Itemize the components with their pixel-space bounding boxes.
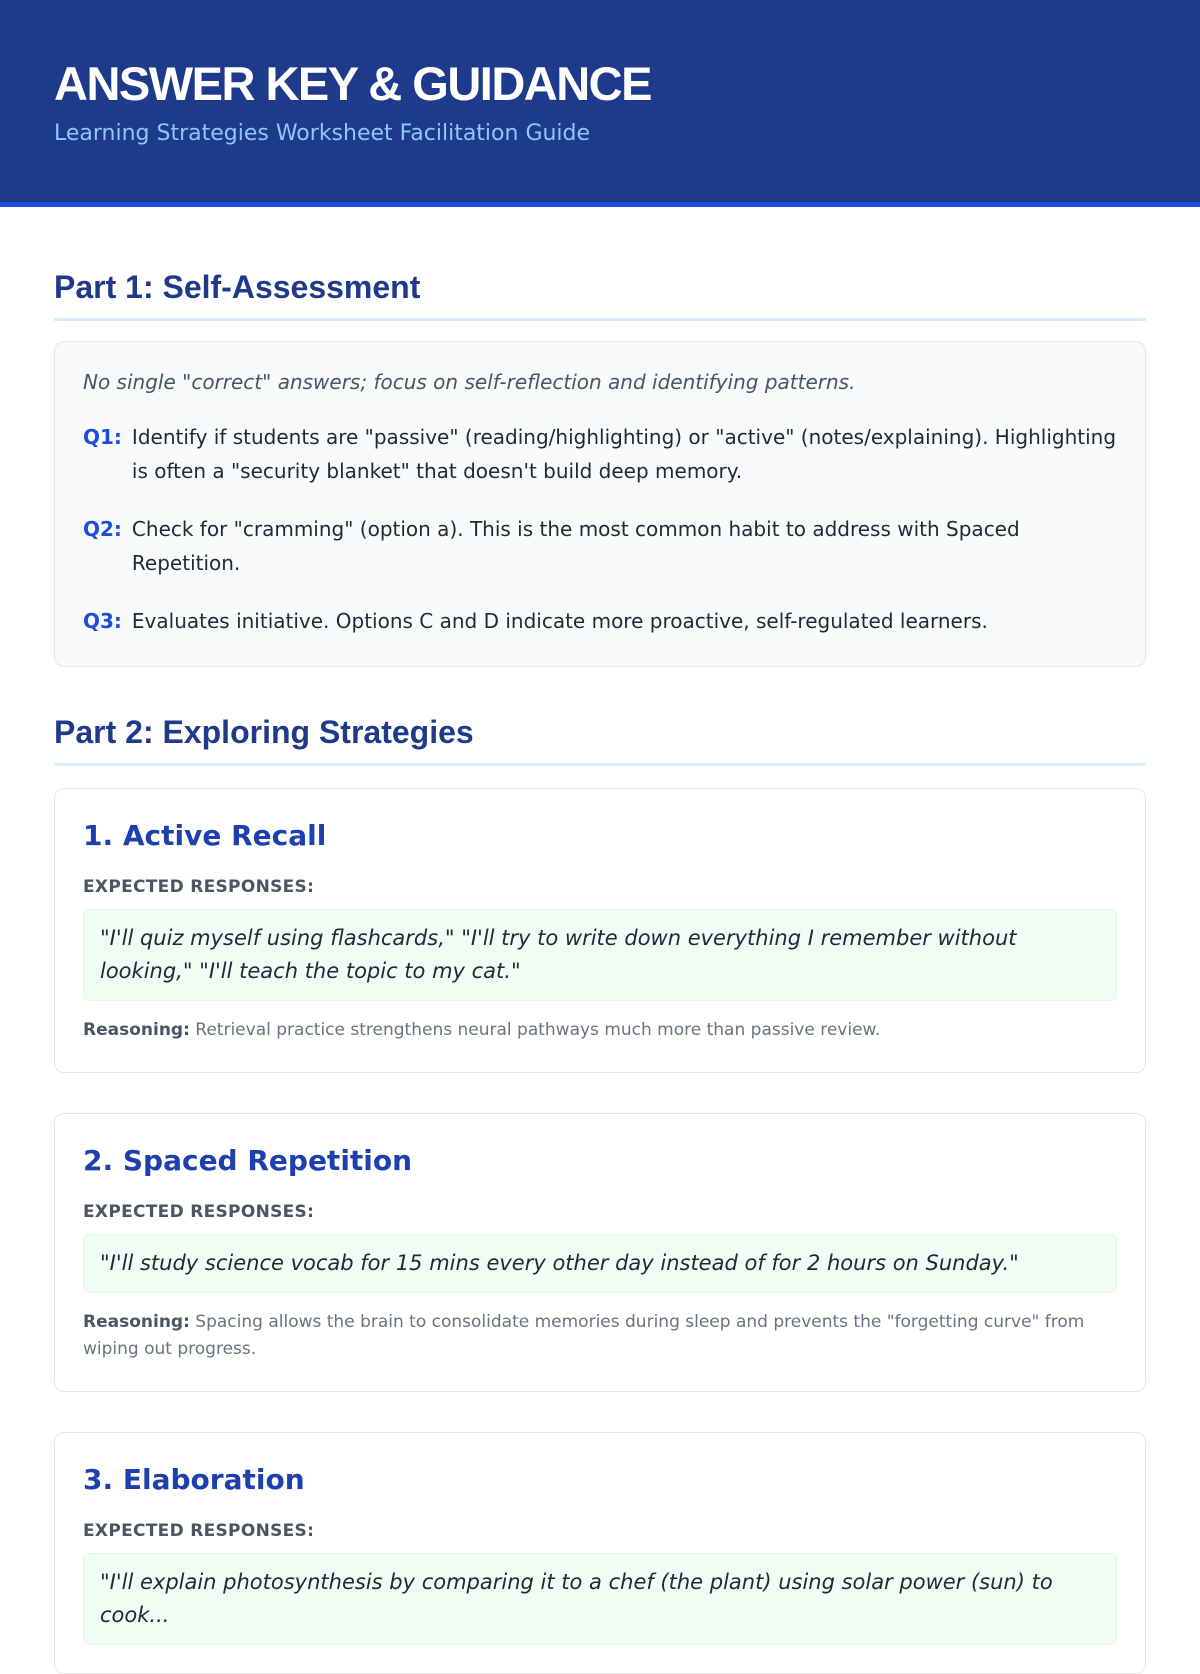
question-label: Q1: [83, 425, 122, 449]
part2-heading: Part 2: Exploring Strategies [54, 713, 1146, 766]
question-label: Q3: [83, 609, 122, 633]
reasoning [83, 1017, 1117, 1044]
reasoning-text: Spacing allows the brain to consolidate memories during sleep and prevents the "forgetting curve" from wiping out progress. [83, 1312, 1085, 1359]
self-assessment-intro: No single "correct" answers; focus on self-reflection and identifying patterns. [83, 370, 856, 394]
expected-responses-label: EXPECTED RESPONSES: [83, 877, 315, 897]
self-assessment-box [54, 341, 1146, 667]
reasoning-label: Reasoning: [83, 1312, 190, 1332]
question-guidance: Check for "cramming" (option a). This is the most common habit to address with Spaced Repetition. [131, 517, 1020, 575]
strategy-card-spaced-repetition [54, 1113, 1146, 1392]
strategy-title: 2. Spaced Repetition [83, 1144, 413, 1177]
strategy-card-elaboration [54, 1432, 1146, 1674]
question-guidance: Identify if students are "passive" (reading/highlighting) or "active" (notes/explaining). Highlighting is often a "security blanket" that doesn't build deep memory. [131, 425, 1117, 483]
question-item [83, 420, 1117, 488]
page-header [0, 0, 1200, 207]
main-content [0, 268, 1200, 1674]
question-item [83, 604, 1117, 638]
page-title: ANSWER KEY & GUIDANCE [54, 57, 651, 110]
strategy-title: 3. Elaboration [83, 1463, 305, 1496]
reasoning-text: Retrieval practice strengthens neural pathways much more than passive review. [195, 1020, 881, 1040]
question-label: Q2: [83, 517, 122, 541]
part1-heading: Part 1: Self-Assessment [54, 268, 1146, 321]
expected-response: "I'll explain photosynthesis by comparing it to a chef (the plant) using solar power (sun) to cook... [83, 1553, 1117, 1645]
page-subtitle: Learning Strategies Worksheet Facilitation Guide [54, 121, 591, 146]
expected-response: "I'll study science vocab for 15 mins every other day instead of for 2 hours on Sunday." [83, 1234, 1117, 1293]
expected-responses-label: EXPECTED RESPONSES: [83, 1202, 315, 1222]
reasoning-label: Reasoning: [83, 1020, 190, 1040]
expected-responses-label: EXPECTED RESPONSES: [83, 1521, 315, 1541]
question-item [83, 512, 1117, 580]
question-guidance: Evaluates initiative. Options C and D indicate more proactive, self-regulated learners. [131, 609, 988, 633]
reasoning [83, 1309, 1117, 1363]
strategy-card-active-recall [54, 788, 1146, 1073]
strategy-title: 1. Active Recall [83, 819, 327, 852]
expected-response: "I'll quiz myself using flashcards," "I'll try to write down everything I remember without looking," "I'll teach the topic to my cat." [83, 909, 1117, 1001]
